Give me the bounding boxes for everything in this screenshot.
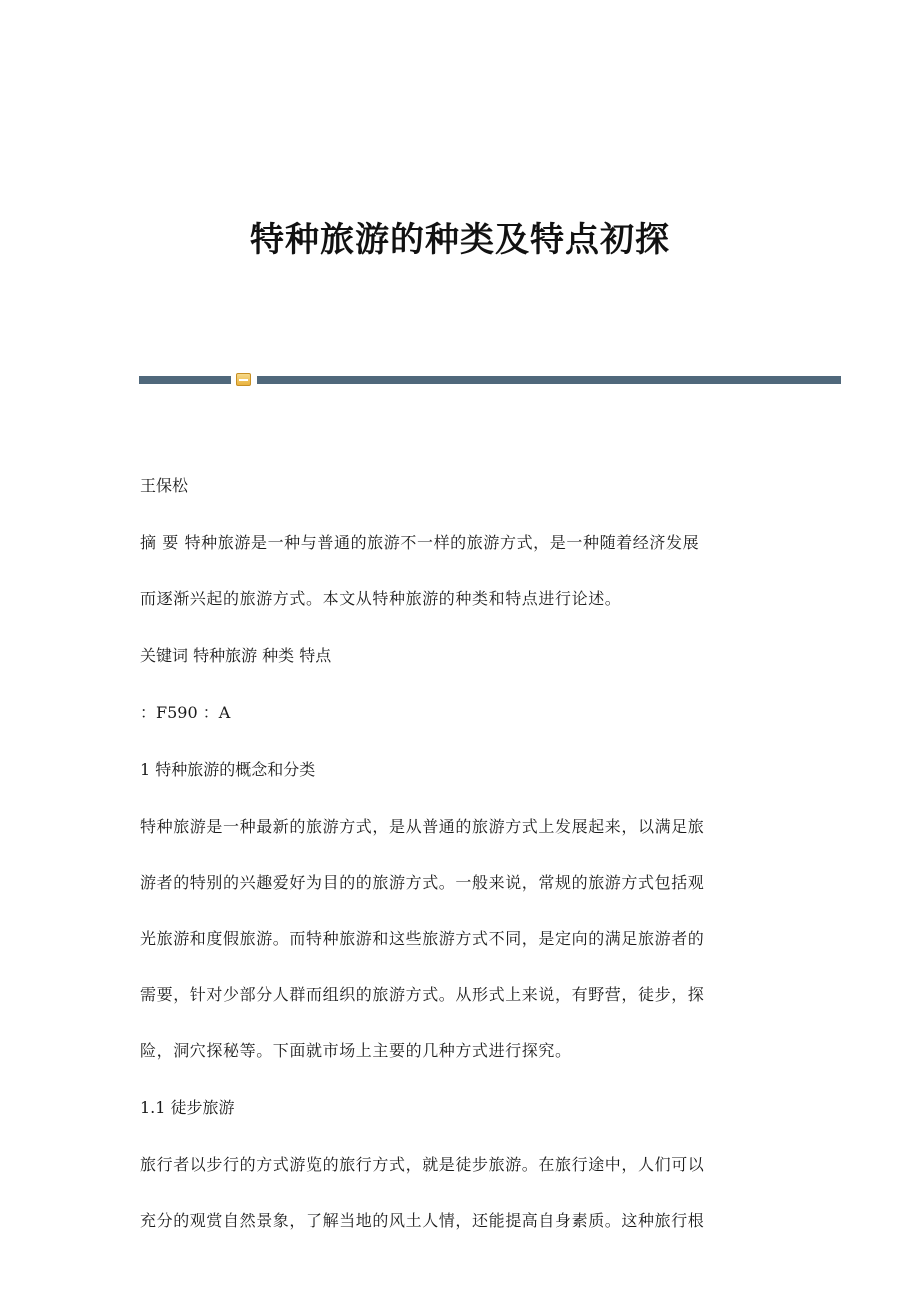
divider-bar-right: [257, 376, 841, 384]
keywords-line: 关键词 特种旅游 种类 特点: [140, 646, 332, 665]
paragraph-line: 需要，针对少部分人群而组织的旅游方式。从形式上来说，有野营，徒步，探: [140, 985, 705, 1004]
paragraph-line: 旅行者以步行的方式游览的旅行方式，就是徒步旅游。在旅行途中，人们可以: [140, 1155, 705, 1174]
paragraph-line: 光旅游和度假旅游。而特种旅游和这些旅游方式不同，是定向的满足旅游者的: [140, 929, 705, 948]
divider-emblem-icon: [236, 373, 251, 386]
abstract-line-1: 摘 要 特种旅游是一种与普通的旅游不一样的旅游方式，是一种随着经济发展: [140, 533, 700, 552]
divider-bar-left: [139, 376, 231, 384]
paragraph-line: 游者的特别的兴趣爱好为目的的旅游方式。一般来说，常规的旅游方式包括观: [140, 873, 705, 892]
classification-line: ：F590 ：A: [140, 703, 231, 722]
paragraph-line: 特种旅游是一种最新的旅游方式，是从普通的旅游方式上发展起来，以满足旅: [140, 817, 705, 836]
paragraph-line: 充分的观赏自然景象，了解当地的风土人情，还能提高自身素质。这种旅行根: [140, 1211, 705, 1230]
abstract-line-2: 而逐渐兴起的旅游方式。本文从特种旅游的种类和特点进行论述。: [140, 589, 622, 608]
paragraph-line: 险，洞穴探秘等。下面就市场上主要的几种方式进行探究。: [140, 1041, 572, 1060]
author-name: 王保松: [140, 476, 189, 495]
section-heading-1: 1 特种旅游的概念和分类: [140, 760, 316, 779]
document-title: 特种旅游的种类及特点初探: [250, 220, 670, 260]
document-body: [140, 468, 772, 1238]
title-divider: [139, 372, 841, 386]
section-heading-1-1: 1.1 徒步旅游: [140, 1098, 235, 1117]
